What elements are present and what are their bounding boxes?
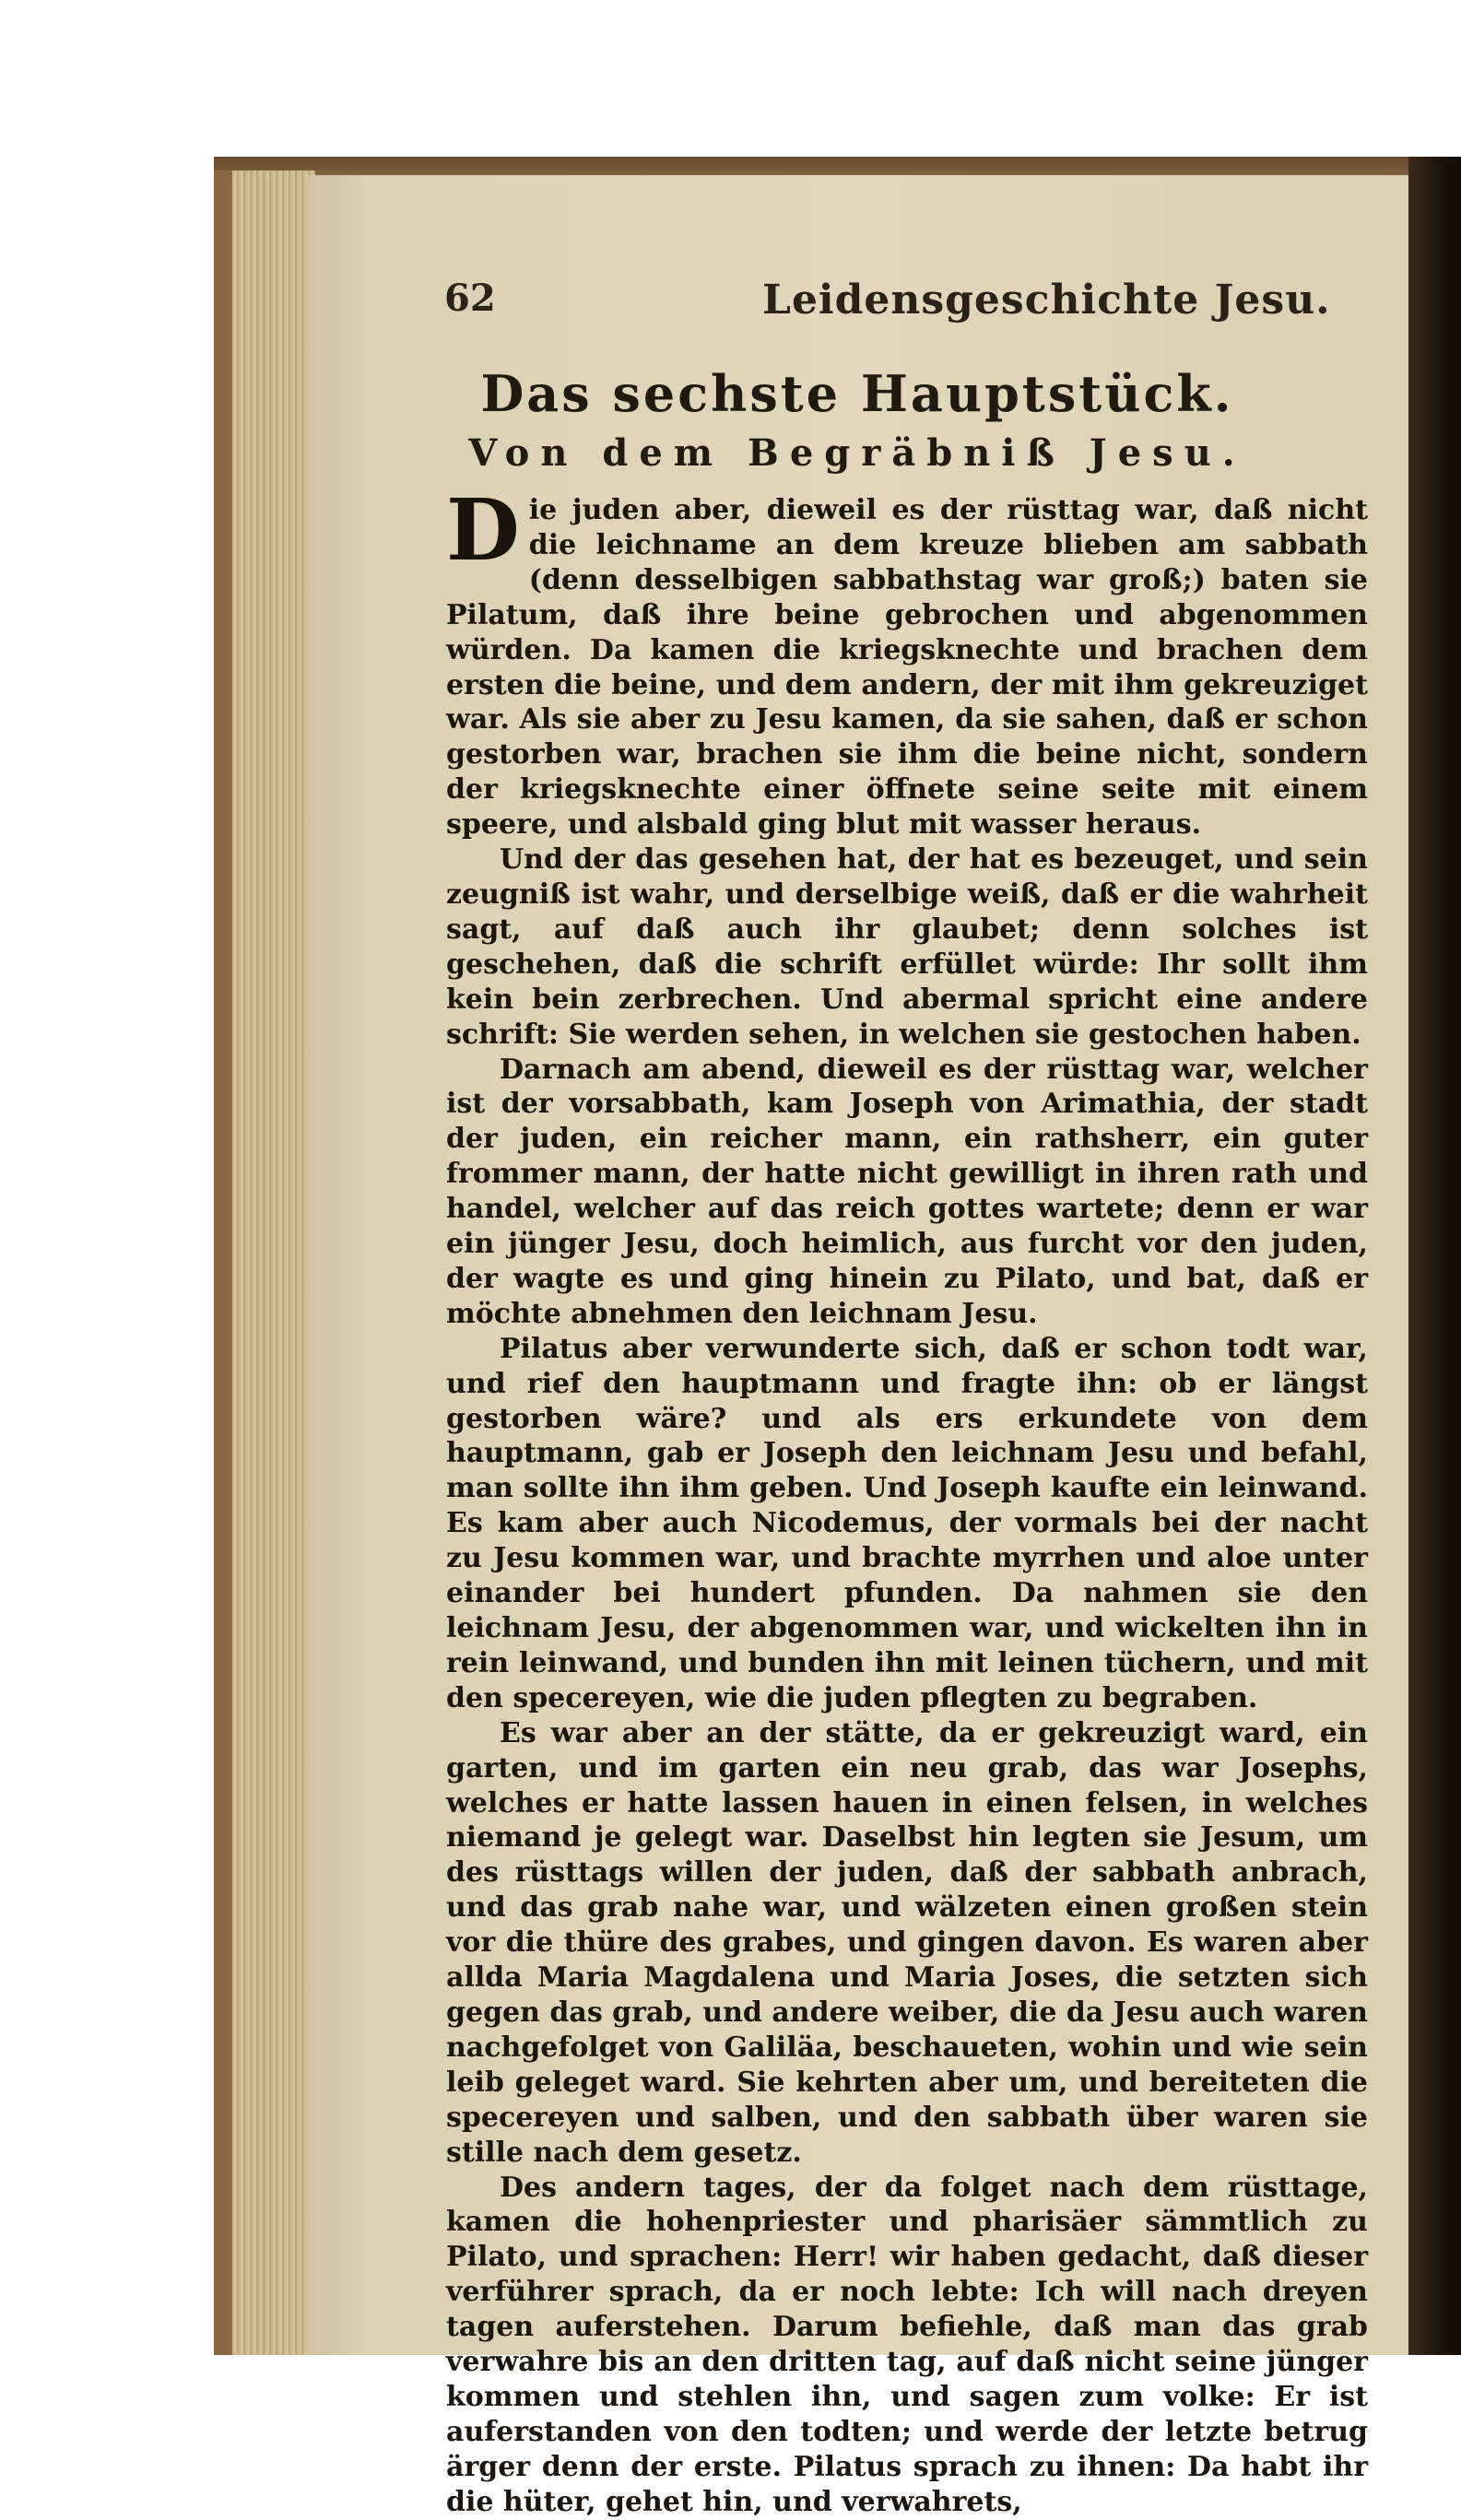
- paragraph: Es war aber an der stätte, da er gekreuzigt ward, ein garten, und im garten ein neu grab, das war Josephs, welches er hatte lassen hauen in einen felsen, in welches niemand je gelegt war. Daselbst hin legten sie Jesum, um des rüsttags willen der juden, daß der sabbath anbrach, und das grab nahe war, und wälzeten einen großen stein vor die thüre des grabes, und gingen davon. Es waren aber allda Maria Magdalena und Maria Joses, die setzten sich gegen das grab, und andere weiber, die da Jesu auch waren nachgefolget von Galiläa, beschaueten, wohin und wie sein leib geleget ward. Sie kehrten aber um, und bereiteten die specereyen und salben, und den sabbath über waren sie stille nach dem gesetz.: [446, 1716, 1368, 2169]
- book-cover-right: [1408, 157, 1461, 2355]
- chapter-title: Das sechste Hauptstück.: [480, 364, 1234, 423]
- page-number: 62: [444, 277, 496, 320]
- paragraph: [446, 480, 1368, 842]
- book-page: [306, 175, 1408, 2518]
- running-title: Leidensgeschichte Jesu.: [762, 277, 1331, 324]
- body-text: [446, 480, 1368, 2520]
- paragraph: Und der das gesehen hat, der hat es bezeuget, und sein zeugniß ist wahr, und derselbige weiß, daß er die wahrheit sagt, auf daß auch ihr glaubet; denn solches ist geschehen, daß die schrift erfüllet würde: Ihr sollt ihm kein bein zerbrechen. Und abermal spricht eine andere schrift: Sie werden sehen, in welchen sie gestochen haben.: [446, 843, 1368, 1051]
- spine-edge: [214, 171, 232, 2355]
- drop-cap: D: [446, 480, 520, 580]
- chapter-subtitle: Von dem Begräbniß Jesu.: [468, 431, 1246, 475]
- paragraph-text: ie juden aber, dieweil es der rüsttag war, daß nicht die leichname an dem kreuze blieben am sabbath (denn desselbigen sabbathstag war groß;) baten sie Pilatum, daß ihre beine gebrochen und abgenommen würden. Da kamen die kriegsknechte und brachen dem ersten die beine, und dem andern, der mit ihm gekreuziget war. Als sie aber zu Jesu kamen, da sie sahen, daß er schon gestorben war, brachen sie ihm die beine nicht, sondern der kriegsknechte einer öffnete seine seite mit einem speere, und alsbald ging blut mit wasser heraus.: [446, 494, 1368, 842]
- paragraph: Des andern tages, der da folget nach dem rüsttage, kamen die hohenpriester und pharisäer sämmtlich zu Pilato, und sprachen: Herr! wir haben gedacht, daß dieser verführer sprach, da er noch lebte: Ich will nach dreyen tagen auferstehen. Darum befiehle, daß man das grab verwahre bis an den dritten tag, auf daß nicht seine jünger kommen und stehlen ihn, und sagen zum volke: Er ist auferstanden von den todten; und werde der letzte betrug ärger denn der erste. Pilatus sprach zu ihnen: Da habt ihr die hüter, gehet hin, und verwahrets,: [446, 2171, 1368, 2518]
- paragraph: Pilatus aber verwunderte sich, daß er schon todt war, und rief den hauptmann und fragte ihn: ob er längst gestorben wäre? und als ers erkundete von dem hauptmann, gab er Joseph den leichnam Jesu und befahl, man sollte ihn ihm geben. Und Joseph kaufte ein leinwand. Es kam aber auch Nicodemus, der vormals bei der nacht zu Jesu kommen war, und brachte myrrhen und aloe unter einander bei hundert pfunden. Da nahmen sie den leichnam Jesu, der abgenommen war, und wickelten ihn in rein leinwand, und bunden ihn mit leinen tüchern, und mit den specereyen, wie die juden pflegten zu begraben.: [446, 1332, 1368, 1714]
- paragraph: Darnach am abend, dieweil es der rüsttag war, welcher ist der vorsabbath, kam Joseph von Arimathia, der stadt der juden, ein reicher mann, ein rathsherr, ein guter frommer mann, der hatte nicht gewilligt in ihren rath und handel, welcher auf das reich gottes wartete; denn er war ein jünger Jesu, doch heimlich, aus furcht vor den juden, der wagte es und ging hinein zu Pilato, und bat, daß er möchte abnehmen den leichnam Jesu.: [446, 1053, 1368, 1330]
- running-head: [444, 277, 1366, 332]
